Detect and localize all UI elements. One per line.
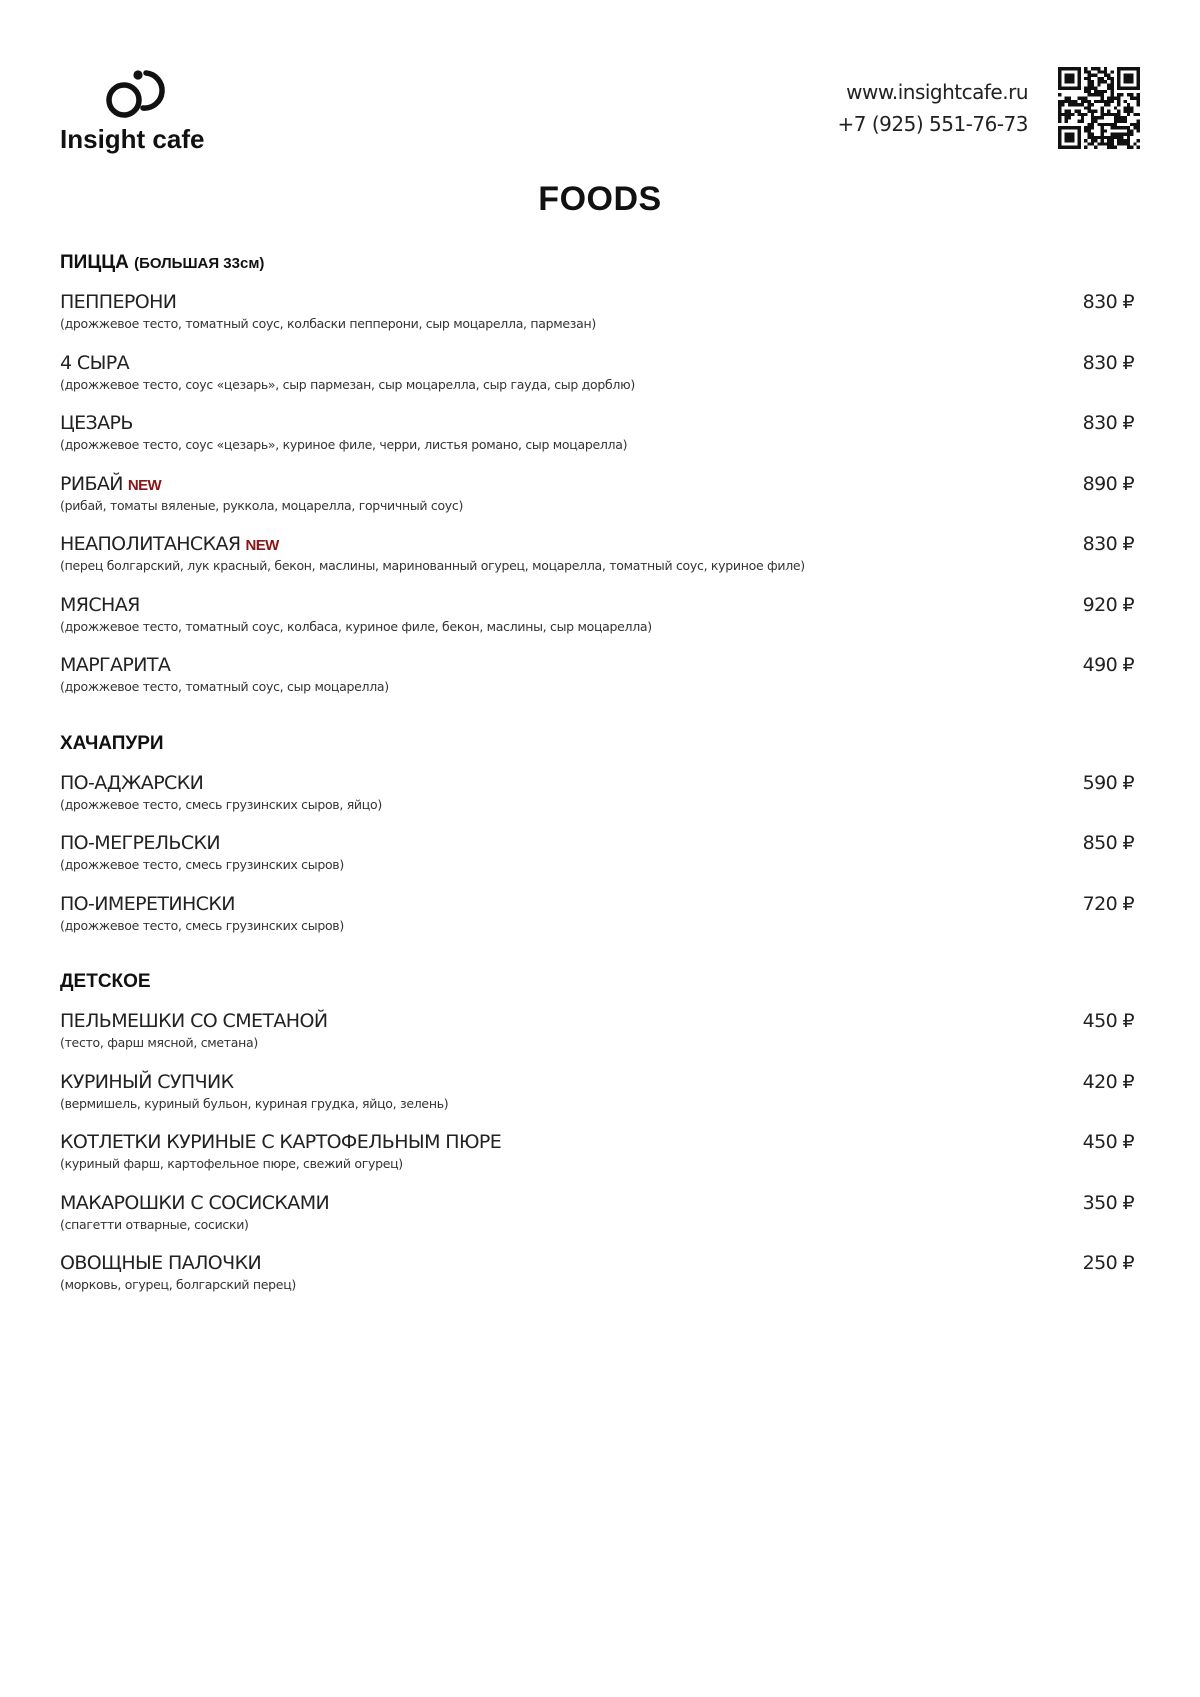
item-name-line bbox=[60, 653, 1134, 677]
item-name-line bbox=[60, 831, 1134, 855]
item-price: 350 ₽ bbox=[1082, 1191, 1134, 1214]
item-description: (дрожжевое тесто, томатный соус, сыр моцарелла) bbox=[60, 679, 389, 694]
item-price: 590 ₽ bbox=[1082, 771, 1134, 794]
menu-item bbox=[60, 411, 1134, 472]
item-name: ПО-ИМЕРЕТИНСКИ bbox=[60, 892, 235, 915]
item-name: ПО-МЕГРЕЛЬСКИ bbox=[60, 832, 221, 854]
item-name-line bbox=[60, 1009, 1134, 1033]
section-title: ПИЦЦА bbox=[60, 252, 129, 273]
item-description: (дрожжевое тесто, соус «цезарь», сыр пармезан, сыр моцарелла, сыр гауда, сыр дорблю) bbox=[60, 376, 635, 392]
page-header bbox=[60, 62, 1140, 162]
item-description: (дрожжевое тесто, смесь грузинских сыров) bbox=[60, 857, 344, 872]
section-title: ХАЧАПУРИ bbox=[60, 732, 164, 754]
item-name-line bbox=[60, 1191, 1134, 1215]
contact-info bbox=[838, 76, 1028, 140]
menu-item bbox=[60, 472, 1134, 533]
section-pizza bbox=[60, 252, 1134, 714]
item-name: ОВОЩНЫЕ ПАЛОЧКИ bbox=[60, 1252, 262, 1274]
item-price: 830 ₽ bbox=[1082, 291, 1134, 313]
item-description: (куриный фарш, картофельное пюре, свежий огурец) bbox=[60, 1156, 403, 1171]
item-description: (дрожжевое тесто, томатный соус, колбаса, куриное филе, бекон, маслины, сыр моцарелла) bbox=[60, 618, 652, 634]
item-name-line bbox=[60, 411, 1134, 435]
menu-item bbox=[60, 532, 1134, 593]
item-name: ПЕППЕРОНИ bbox=[60, 291, 177, 313]
item-description: (спагетти отварные, сосиски) bbox=[60, 1216, 249, 1232]
item-price: 450 ₽ bbox=[1082, 1010, 1134, 1032]
menu-item bbox=[60, 1191, 1134, 1252]
menu-item bbox=[60, 1251, 1134, 1312]
section-khachapuri bbox=[60, 733, 1134, 953]
menu-item bbox=[60, 1070, 1134, 1131]
item-name: ПЕЛЬМЕШКИ СО СМЕТАНОЙ bbox=[60, 1010, 328, 1032]
item-description: (дрожжевое тесто, смесь грузинских сыров) bbox=[60, 917, 344, 933]
menu-item bbox=[60, 1130, 1134, 1191]
item-price: 830 ₽ bbox=[1082, 533, 1134, 555]
menu-item bbox=[60, 771, 1134, 832]
item-name-line bbox=[60, 532, 1134, 556]
item-name-line bbox=[60, 1130, 1134, 1154]
menu-item bbox=[60, 831, 1134, 892]
item-description: (дрожжевое тесто, томатный соус, колбаски пепперони, сыр моцарелла, пармезан) bbox=[60, 316, 596, 331]
item-price: 720 ₽ bbox=[1082, 892, 1134, 915]
page-title: FOODS bbox=[538, 180, 662, 218]
item-price: 890 ₽ bbox=[1082, 472, 1134, 495]
item-name: ПО-АДЖАРСКИ bbox=[60, 771, 204, 794]
item-description: (вермишель, куриный бульон, куриная грудка, яйцо, зелень) bbox=[60, 1095, 449, 1111]
item-name-line bbox=[60, 1251, 1134, 1275]
item-name-line bbox=[60, 593, 1134, 617]
section-subtitle: (БОЛЬШАЯ 33см) bbox=[134, 255, 265, 272]
item-price: 920 ₽ bbox=[1082, 593, 1134, 616]
item-price: 830 ₽ bbox=[1082, 412, 1134, 434]
item-price: 250 ₽ bbox=[1082, 1252, 1134, 1274]
insight-logo-icon bbox=[102, 66, 168, 122]
new-badge: NEW bbox=[127, 476, 162, 494]
item-price: 850 ₽ bbox=[1082, 832, 1134, 854]
item-name-line bbox=[60, 290, 1134, 314]
item-name: ЦЕЗАРЬ bbox=[60, 412, 133, 434]
phone-number: +7 (925) 551-76-73 bbox=[837, 112, 1028, 136]
website-link[interactable]: www.insightcafe.ru bbox=[846, 80, 1028, 104]
item-name-line bbox=[60, 1070, 1134, 1094]
section-heading bbox=[60, 733, 1134, 755]
qr-code-icon bbox=[1058, 67, 1140, 149]
new-badge: NEW bbox=[245, 537, 279, 554]
menu-item bbox=[60, 593, 1134, 654]
item-description: (дрожжевое тесто, смесь грузинских сыров, яйцо) bbox=[60, 796, 382, 812]
item-description: (перец болгарский, лук красный, бекон, маслины, маринованный огурец, моцарелла, томатный соус, куриное филе) bbox=[60, 558, 805, 573]
item-description: (тесто, фарш мясной, сметана) bbox=[60, 1035, 258, 1050]
item-name: КУРИНЫЙ СУПЧИК bbox=[60, 1070, 234, 1093]
menu-item bbox=[60, 351, 1134, 412]
item-description: (морковь, огурец, болгарский перец) bbox=[60, 1277, 296, 1292]
menu-item bbox=[60, 290, 1134, 351]
item-description: (дрожжевое тесто, соус «цезарь», куриное филе, черри, листья романо, сыр моцарелла) bbox=[60, 437, 628, 452]
item-name: МАРГАРИТА bbox=[60, 654, 171, 676]
item-price: 450 ₽ bbox=[1082, 1131, 1134, 1153]
item-price: 420 ₽ bbox=[1082, 1070, 1134, 1093]
item-name: МЯСНАЯ bbox=[60, 593, 140, 616]
item-name-line bbox=[60, 472, 1134, 496]
menu-item bbox=[60, 653, 1134, 714]
item-name: НЕАПОЛИТАНСКАЯ bbox=[60, 533, 241, 555]
item-name: РИБАЙ bbox=[60, 472, 123, 495]
item-name: КОТЛЕТКИ КУРИНЫЕ С КАРТОФЕЛЬНЫМ ПЮРЕ bbox=[60, 1131, 502, 1153]
item-name-line bbox=[60, 771, 1134, 795]
menu-item bbox=[60, 1009, 1134, 1070]
item-name-line bbox=[60, 351, 1134, 375]
section-kids bbox=[60, 971, 1134, 1312]
item-name-line bbox=[60, 892, 1134, 916]
item-name: 4 СЫРА bbox=[60, 351, 130, 374]
item-price: 830 ₽ bbox=[1082, 351, 1134, 374]
menu-item bbox=[60, 892, 1134, 953]
section-heading bbox=[60, 971, 1134, 993]
item-price: 490 ₽ bbox=[1082, 654, 1134, 676]
section-heading bbox=[60, 252, 1134, 274]
logo bbox=[60, 62, 230, 162]
section-title: ДЕТСКОЕ bbox=[60, 971, 151, 992]
menu-list bbox=[60, 252, 1134, 1312]
item-description: (рибай, томаты вяленые, руккола, моцарелла, горчичный соус) bbox=[60, 497, 464, 513]
item-name: МАКАРОШКИ С СОСИСКАМИ bbox=[60, 1191, 330, 1214]
logo-text: Insight cafe bbox=[60, 124, 205, 154]
